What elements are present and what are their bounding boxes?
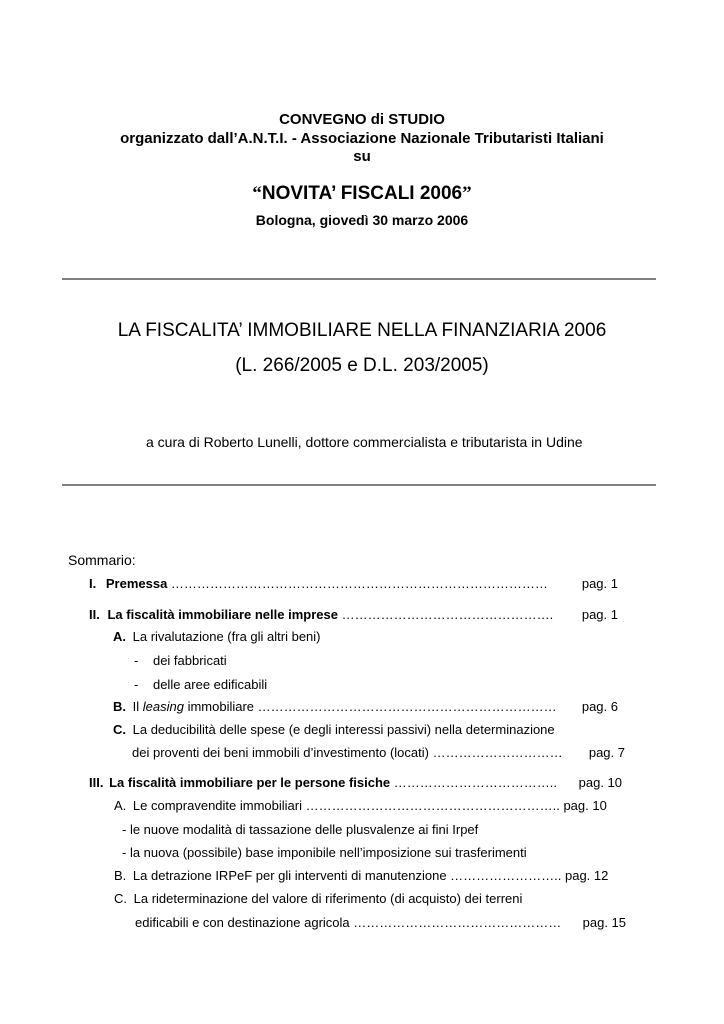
open-quote: “: [252, 183, 262, 204]
toc-entry-rideterminazione[interactable]: [114, 891, 522, 906]
toc-number: C.: [114, 891, 127, 906]
toc-page: pag. 10: [578, 775, 622, 790]
toc-number: II.: [89, 607, 100, 622]
toc-entry-leasing[interactable]: [113, 699, 618, 714]
toc-text: - la nuova (possibile) base imponibile nell’imposizione sui trasferimenti: [122, 845, 527, 860]
toc-entry-compravendite[interactable]: [114, 798, 607, 813]
toc-entry-deducibilita[interactable]: [113, 722, 555, 737]
toc-bullet: -: [134, 677, 139, 692]
toc-text: La rivalutazione (fra gli altri beni): [132, 629, 321, 644]
toc-leader: ………………………………..: [390, 775, 557, 790]
toc-entry-aree[interactable]: [134, 677, 267, 692]
toc-text: La fiscalità immobiliare nelle imprese: [107, 607, 338, 622]
toc-text: delle aree edificabili: [152, 677, 268, 692]
toc-number: III.: [89, 775, 104, 790]
toc-number: A.: [114, 798, 127, 813]
toc-text: dei fabbricati: [152, 653, 227, 668]
toc-text: La deducibilità delle spese (e degli interessi passivi) nella determinazione: [132, 722, 555, 737]
toc-number: C.: [113, 722, 126, 737]
toc-entry-premessa[interactable]: [89, 576, 618, 591]
top-divider: [62, 278, 656, 280]
toc-number: A.: [113, 629, 126, 644]
toc-leader: ……………………………………………………………………………: [167, 576, 548, 591]
toc-text-pre: Il: [132, 699, 143, 714]
document-subtitle: (L. 266/2005 e D.L. 203/2005): [235, 355, 489, 376]
author-line: a cura di Roberto Lunelli, dottore commercialista e tributarista in Udine: [146, 434, 583, 450]
toc-text: Premessa: [105, 576, 168, 591]
toc-entry-rideterminazione-cont[interactable]: [135, 915, 626, 930]
toc-entry-base-imponibile[interactable]: [122, 845, 527, 860]
toc-page: pag. 1: [581, 576, 618, 591]
document-title: LA FISCALITA’ IMMOBILIARE NELLA FINANZIARIA 2006: [117, 320, 607, 341]
organizer-line: organizzato dall’A.N.T.I. - Associazione Nazionale Tributaristi Italiani: [120, 130, 604, 147]
toc-entry-rivalutazione[interactable]: [113, 629, 321, 644]
event-title: [0, 183, 724, 205]
toc-page: pag. 7: [588, 745, 625, 760]
toc-entry-detrazione[interactable]: [114, 868, 608, 883]
summary-label: Sommario:: [68, 552, 136, 568]
bottom-divider: [62, 484, 656, 486]
toc-text: La rideterminazione del valore di riferimento (di acquisto) dei terreni: [133, 891, 523, 906]
toc-leader: ………………………………………….: [337, 607, 554, 622]
toc-number: B.: [114, 868, 127, 883]
close-quote: ”: [462, 183, 472, 204]
toc-leader: ……………………………………………………………: [254, 699, 557, 714]
toc-text: edificabili e con destinazione agricola …………………………………………: [135, 915, 562, 930]
toc-entry-deducibilita-cont[interactable]: [132, 745, 625, 760]
event-title-text: NOVITA’ FISCALI 2006: [261, 183, 463, 204]
toc-text: La detrazione IRPeF per gli interventi di manutenzione …………………….. pag. 12: [132, 868, 609, 883]
toc-text-em: leasing: [142, 699, 184, 714]
toc-number: I.: [89, 576, 97, 591]
toc-text: - le nuove modalità di tassazione delle plusvalenze ai fini Irpef: [122, 822, 479, 837]
event-place-date: Bologna, giovedì 30 marzo 2006: [255, 212, 469, 228]
toc-text: Le compravendite immobiliari ………………………………………………….. pag. 10: [132, 798, 607, 813]
toc-entry-fabbricati[interactable]: [134, 653, 227, 668]
su-line: su: [353, 148, 371, 165]
toc-text: dei proventi dei beni immobili d’investimento (locati) …………………………: [132, 745, 563, 760]
toc-entry-plusvalenze[interactable]: [122, 822, 478, 837]
toc-text: La fiscalità immobiliare per le persone fisiche: [109, 775, 391, 790]
toc-entry-persone-fisiche[interactable]: [89, 775, 622, 790]
toc-entry-imprese[interactable]: [89, 607, 618, 622]
conference-title: CONVEGNO di STUDIO: [279, 111, 445, 128]
toc-page: pag. 1: [581, 607, 618, 622]
toc-number: B.: [113, 699, 126, 714]
toc-page: pag. 15: [582, 915, 626, 930]
toc-page: pag. 6: [581, 699, 618, 714]
toc-bullet: -: [134, 653, 139, 668]
toc-text-post: immobiliare: [183, 699, 255, 714]
